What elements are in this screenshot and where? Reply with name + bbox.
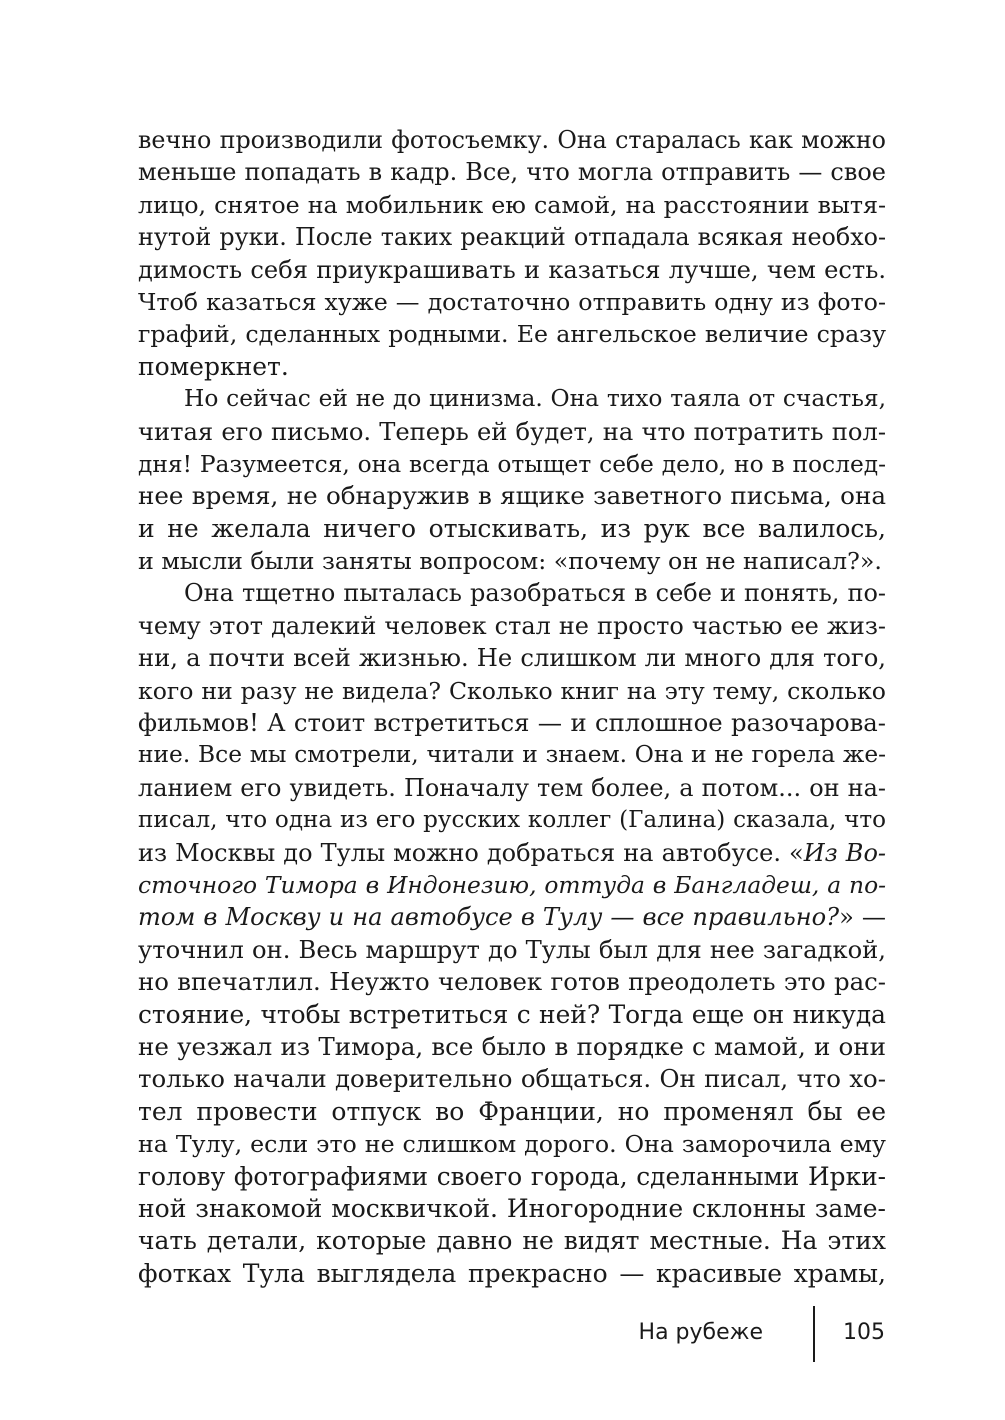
text-line: Чтоб казаться хуже — достаточно отправить одну из фото-: [138, 287, 886, 316]
text-line: фотках Тула выглядела прекрасно — красивые храмы,: [138, 1258, 886, 1288]
text-line: не уезжал из Тимора, все было в порядке с мамой, и они: [138, 1031, 886, 1061]
text-line: тел провести отпуск во Франции, но променял бы ее: [138, 1096, 886, 1126]
text-line: читая его письмо. Теперь ей будет, на что потратить пол-: [138, 417, 886, 446]
text-line: писал, что одна из его русских коллег (Галина) сказала, что: [138, 807, 886, 834]
text-line: графий, сделанных родными. Ее ангельское величие сразу: [138, 320, 886, 349]
quote-italic: том в Москву и на автобусе в Тулу — все правильно?: [138, 903, 840, 932]
text-line: померкнет.: [138, 351, 289, 381]
page-number: 105: [843, 1320, 885, 1345]
footer-divider: [813, 1306, 815, 1362]
text-line: стояние, чтобы встретиться с ней? Тогда еще он никуда: [138, 999, 886, 1029]
text-line: голову фотографиями своего города, сделанными Ирки-: [138, 1161, 886, 1191]
text-line: кого ни разу не видела? Сколько книг на эту тему, сколько: [138, 676, 886, 705]
quote-italic: Из Во-: [803, 838, 887, 867]
text-line: нутой руки. После таких реакций отпадала всякая необхо-: [138, 223, 886, 252]
text-line: чему этот далекий человек стал не просто частью ее жиз-: [138, 611, 886, 640]
text-line: только начали доверительно общаться. Он писал, что хо-: [138, 1064, 886, 1094]
text-line: нее время, не обнаружив в ящике заветного письма, она: [138, 481, 886, 511]
text-line-mixed: [138, 837, 886, 869]
text-line: ной знакомой москвичкой. Иногородние склонны заме-: [138, 1193, 886, 1223]
text-line: Она тщетно пыталась разобраться в себе и понять, по-: [184, 579, 886, 608]
text-line: и мысли были заняты вопросом: «почему он не написал?».: [138, 547, 882, 576]
text-line: чать детали, которые давно не видят местные. На этих: [138, 1226, 886, 1256]
body-text: [138, 124, 886, 1290]
text-line: вечно производили фотосъемку. Она старалась как можно: [138, 126, 886, 154]
text-line: уточнил он. Весь маршрут до Тулы был для нее загадкой,: [138, 935, 886, 964]
text-line: Но сейчас ей не до цинизма. Она тихо таяла от счастья,: [184, 385, 886, 413]
running-title: На рубеже: [638, 1320, 763, 1345]
page-footer: [0, 1306, 1005, 1362]
text-line: фильмов! А стоит встретиться — и сплошное разочарова-: [138, 708, 886, 738]
text-line: ланием его увидеть. Поначалу тем более, а потом... он на-: [138, 773, 886, 802]
quote-italic: сточного Тимора в Индонезию, оттуда в Бангладеш, а по-: [138, 870, 886, 899]
text-line: но впечатлил. Неужто человек готов преодолеть это рас-: [138, 967, 886, 997]
text-line: дня! Разумеется, она всегда отыщет себе дело, но в послед-: [138, 449, 886, 478]
text-line: ние. Все мы смотрели, читали и знаем. Она и не горела же-: [138, 741, 886, 769]
text-line: меньше попадать в кадр. Все, что могла отправить — свое: [138, 158, 886, 187]
text-line: лицо, снятое на мобильник ею самой, на расстоянии вытя-: [138, 190, 886, 219]
text-segment: из Москвы до Тулы можно добраться на автобусе. «: [138, 838, 804, 867]
text-line: димость себя приукрашивать и казаться лучше, чем есть.: [138, 255, 886, 284]
text-line-mixed: [138, 901, 886, 933]
text-segment: » —: [839, 903, 887, 932]
text-line-italic: [138, 869, 886, 901]
text-line: и не желала ничего отыскивать, из рук все валилось,: [138, 513, 886, 543]
text-line: на Тулу, если это не слишком дорого. Она заморочила ему: [138, 1130, 886, 1159]
text-line: ни, а почти всей жизнью. Не слишком ли много для того,: [138, 643, 886, 673]
